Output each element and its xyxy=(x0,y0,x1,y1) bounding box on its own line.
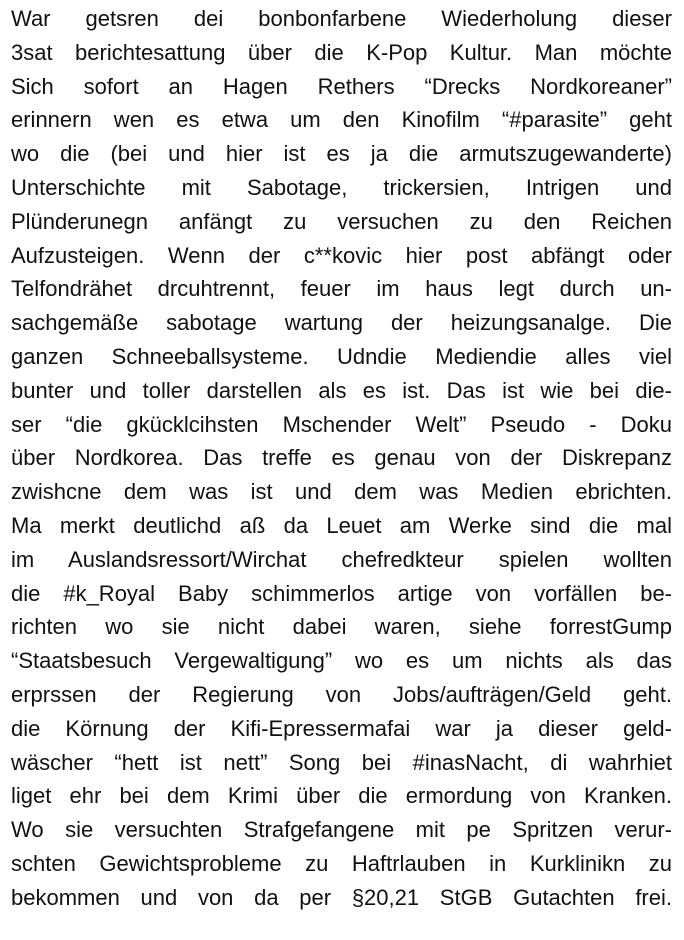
text-line: zwishcne dem was ist und dem was Medien ebrichten. xyxy=(11,479,672,505)
text-line: bekommen und von da per §20,21 StGB Gutachten frei. xyxy=(11,884,672,910)
text-line: im Auslandsressort/Wirchat chefredkteur spielen wollten xyxy=(11,546,672,572)
text-line: die #k_Royal Baby schimmerlos artige von vorfällen be- xyxy=(11,580,672,606)
text-line: erprssen der Regierung von Jobs/aufträgen/Geld geht. xyxy=(11,681,672,707)
text-line: schten Gewichtsprobleme zu Haftrlauben in Kurklinikn zu xyxy=(11,850,672,876)
text-line: Aufzusteigen. Wenn der c**kovic hier post abfängt oder xyxy=(11,242,672,268)
text-line: Unterschichte mit Sabotage, trickersien, Intrigen und xyxy=(11,174,672,200)
document-text xyxy=(11,2,683,915)
text-line: 3sat berichtesattung über die K-Pop Kultur. Man möchte xyxy=(11,39,672,65)
text-line: “Staatsbesuch Vergewaltigung” wo es um nichts als das xyxy=(11,648,672,674)
text-line: bunter und toller darstellen als es ist. Das ist wie bei die- xyxy=(11,377,672,403)
text-line: Ma merkt deutlichd aß da Leuet am Werke sind die mal xyxy=(11,512,672,538)
text-line: wo die (bei und hier ist es ja die armutszugewanderte) xyxy=(11,141,672,167)
text-line: richten wo sie nicht dabei waren, siehe forrestGump xyxy=(11,614,672,640)
text-line: Sich sofort an Hagen Rethers “Drecks Nordkoreaner” xyxy=(11,73,672,99)
text-line: War getsren dei bonbonfarbene Wiederholung dieser xyxy=(11,6,672,31)
text-line: Wo sie versuchten Strafgefangene mit pe Spritzen verur- xyxy=(11,817,672,843)
text-line: Telfondrähet drcuhtrennt, feuer im haus legt durch un- xyxy=(11,276,672,302)
text-line: Plünderunegn anfängt zu versuchen zu den Reichen xyxy=(11,208,672,234)
text-line: ser “die gkücklcihsten Mschender Welt” Pseudo - Doku xyxy=(11,411,672,437)
text-line: sachgemäße sabotage wartung der heizungsanalge. Die xyxy=(11,310,672,336)
text-line: die Körnung der Kifi-Epressermafai war ja dieser geld- xyxy=(11,715,672,741)
text-line: erinnern wen es etwa um den Kinofilm “#parasite” geht xyxy=(11,107,672,133)
text-line: wäscher “hett ist nett” Song bei #inasNacht, di wahrhiet xyxy=(11,749,672,775)
text-line: ganzen Schneeballsysteme. Udndie Mediendie alles viel xyxy=(11,343,672,369)
text-line: über Nordkorea. Das treffe es genau von der Diskrepanz xyxy=(11,445,672,471)
text-line: liget ehr bei dem Krimi über die ermordung von Kranken. xyxy=(11,783,672,809)
